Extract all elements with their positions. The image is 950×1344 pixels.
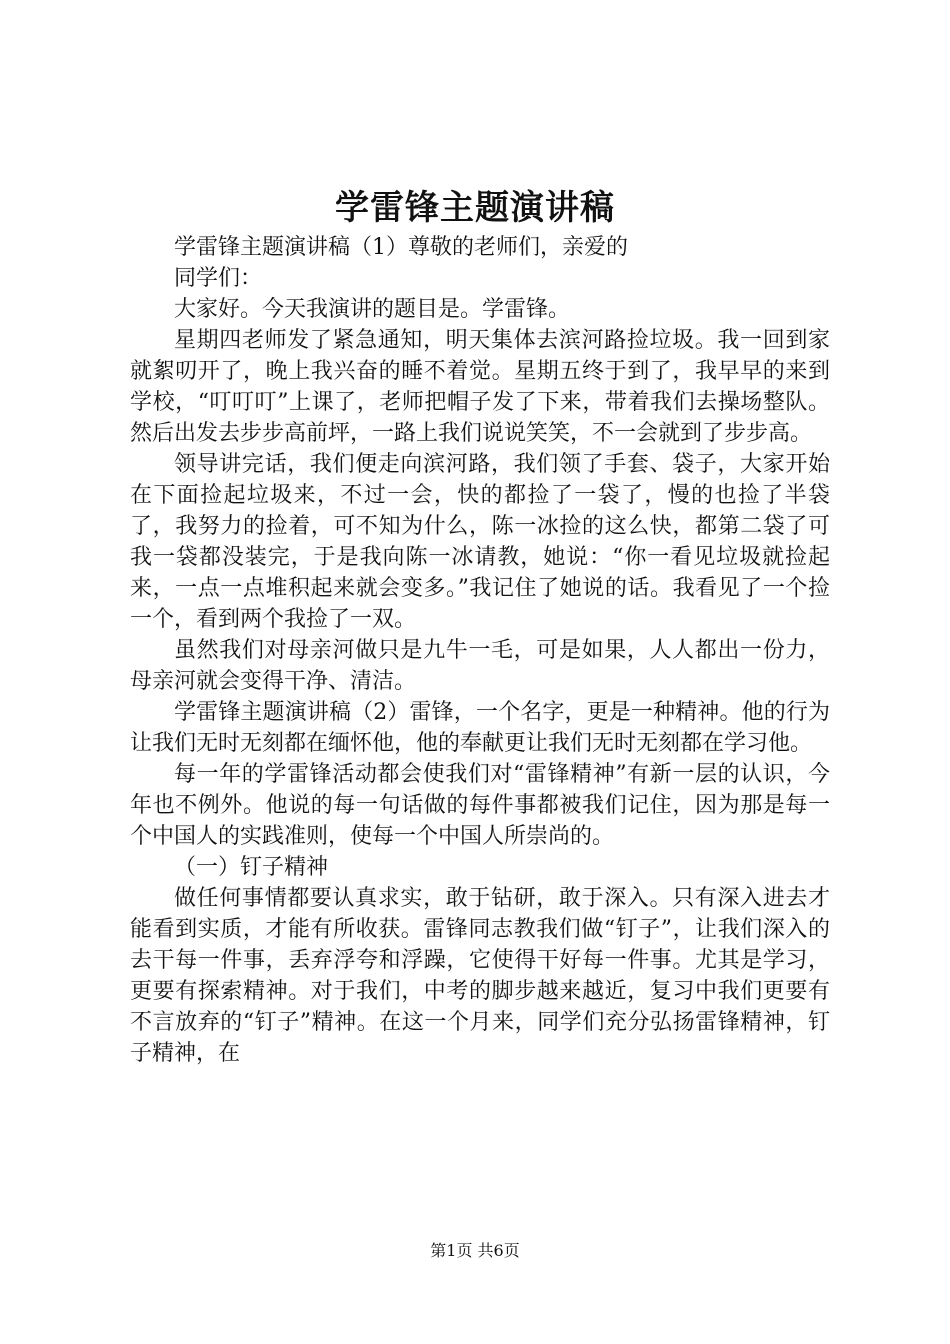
paragraph-nail-spirit: 做任何事情都要认真求实，敢于钻研，敢于深入。只有深入进去才能看到实质，才能有所收获。雷锋同志教我们做“钉子”，让我们深入的去干每一件事，丢弃浮夸和浮躁，它使得干好每一件事。尤其是学习，更要有探索精神。对于我们，中考的脚步越来越近，复习中我们更要有不言放弃的“钉子”精神。在这一个月来，同学们充分弘扬雷锋精神，钉子精神，在 xyxy=(130,886,830,1066)
document-title: 学雷锋主题演讲稿 xyxy=(335,188,615,228)
paragraph-speech-two: 学雷锋主题演讲稿（2）雷锋，一个名字，更是一种精神。他的行为让我们无时无刻都在缅怀他，他的奉献更让我们无时无刻都在学习他。 xyxy=(130,700,830,756)
page-number: 第1页 共6页 xyxy=(430,1241,520,1260)
paragraph-salutation: 同学们： xyxy=(174,266,263,291)
paragraph-intro-heading: 学雷锋主题演讲稿（1）尊敬的老师们，亲爱的 xyxy=(174,235,628,260)
paragraph-thursday-notice: 星期四老师发了紧急通知，明天集体去滨河路捡垃圾。我一回到家就絮叨开了，晚上我兴奋的睡不着觉。星期五终于到了，我早早的来到学校，“叮叮叮”上课了，老师把帽子发了下来，带着我们去操场整队。然后出发去步步高前坪，一路上我们说说笑笑，不一会就到了步步高。 xyxy=(130,328,830,446)
paragraph-annual-activity: 每一年的学雷锋活动都会使我们对“雷锋精神”有新一层的认识，今年也不例外。他说的每一句话做的每件事都被我们记住，因为那是每一个中国人的实践准则，使每一个中国人所崇尚的。 xyxy=(130,762,830,849)
paragraph-greeting: 大家好。今天我演讲的题目是。学雷锋。 xyxy=(174,297,571,322)
section-heading-nail-spirit: （一）钉子精神 xyxy=(174,855,329,880)
paragraph-picking-garbage: 领导讲完话，我们便走向滨河路，我们领了手套、袋子，大家开始在下面捡起垃圾来，不过一会，快的都捡了一袋了，慢的也捡了半袋了，我努力的捡着，可不知为什么，陈一冰捡的这么快，都第二袋了可我一袋都没装完，于是我向陈一冰请教，她说：“你一看见垃圾就捡起来，一点一点堆积起来就会变多。”我记住了她说的话。我看见了一个捡一个，看到两个我捡了一双。 xyxy=(130,452,830,632)
paragraph-mother-river: 虽然我们对母亲河做只是九牛一毛，可是如果，人人都出一份力，母亲河就会变得干净、清洁。 xyxy=(130,638,830,694)
document-body xyxy=(130,232,830,1069)
